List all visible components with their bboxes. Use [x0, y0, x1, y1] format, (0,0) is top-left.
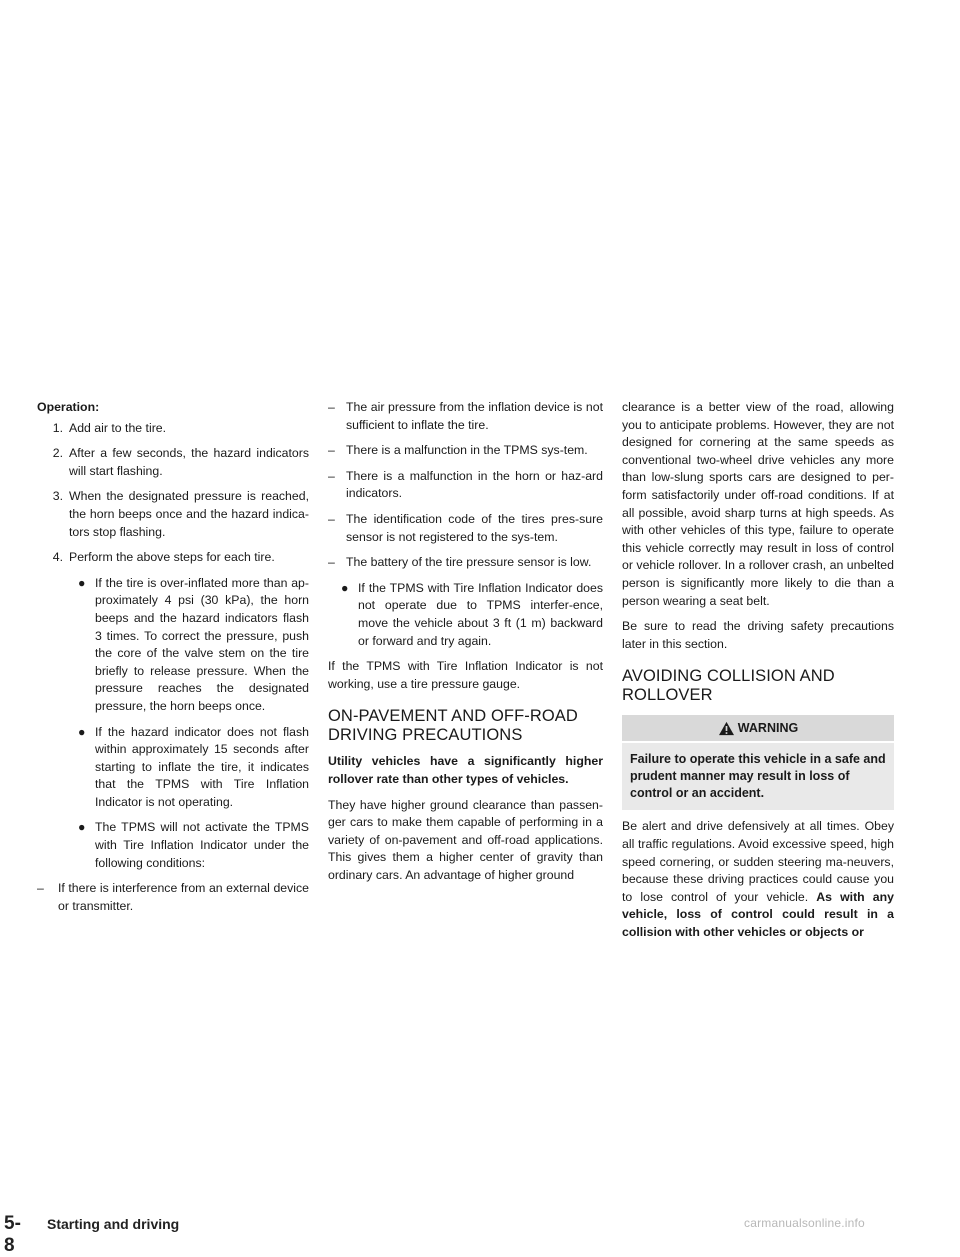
- dash-marker: –: [328, 511, 335, 526]
- step-2: [37, 445, 309, 480]
- bullet-icon: ●: [78, 724, 86, 739]
- dash-marker: –: [37, 881, 44, 896]
- paragraph: Be sure to read the driving safety precautions later in this section.: [622, 619, 894, 651]
- bold-paragraph: Utility vehicles have a significantly higher rollover rate than other types of vehicles.: [328, 754, 603, 786]
- dash-text: The identification code of the tires pres-sure sensor is not registered to the sys-tem.: [346, 511, 603, 544]
- paragraph-text: Be alert and drive defensively at all times. Obey all traffic regulations. Avoid excessive speed, high speed cornering, or sudden steering ma-neuvers, because these driving practices could cause you to lose control of your vehicle.: [622, 819, 894, 904]
- bullet-item: [37, 819, 309, 872]
- step-number: 4.: [52, 550, 63, 565]
- warning-header: [622, 715, 894, 741]
- dash-item: [37, 880, 309, 915]
- dash-item: [328, 399, 603, 434]
- dash-text: If there is interference from an external device or transmitter.: [58, 881, 309, 913]
- section-heading: ON-PAVEMENT AND OFF-ROAD DRIVING PRECAUTIONS: [328, 707, 578, 745]
- bullet-icon: ●: [78, 820, 86, 835]
- step-text: Perform the above steps for each tire.: [69, 550, 275, 565]
- bullet-icon: ●: [341, 580, 349, 595]
- dash-item: [328, 468, 603, 503]
- dash-text: The battery of the tire pressure sensor is low.: [346, 555, 592, 570]
- paragraph: [622, 818, 894, 941]
- step-1: [37, 420, 309, 438]
- paragraph-bold-text: As with any vehicle, loss of control could result in a collision with other vehicles or objects or: [622, 889, 894, 939]
- dash-text: There is a malfunction in the TPMS sys-tem.: [346, 443, 588, 458]
- dash-text: There is a malfunction in the horn or haz-ard indicators.: [346, 468, 603, 501]
- paragraph: They have higher ground clearance than passen-ger cars to make them capable of performing in a variety of on-pavement and off-road applications. This gives them a higher center of gravity than ordinary cars. An advantage of higher ground: [328, 797, 603, 882]
- bullet-item: [328, 580, 603, 650]
- step-text: Add air to the tire.: [69, 420, 167, 435]
- column-2: [328, 399, 603, 892]
- bullet-item: [37, 575, 309, 716]
- warning-icon: [718, 721, 735, 736]
- dash-marker: –: [328, 555, 335, 570]
- step-4: [37, 549, 309, 567]
- step-number: 3.: [52, 489, 63, 504]
- dash-item: [328, 442, 603, 460]
- dash-text: The air pressure from the inflation device is not sufficient to inflate the tire.: [346, 400, 603, 432]
- dash-marker: –: [328, 400, 335, 414]
- warning-title: WARNING: [737, 720, 799, 735]
- bullet-icon: ●: [78, 575, 86, 590]
- operation-label: Operation:: [37, 400, 100, 414]
- step-text: When the designated pressure is reached, the horn beeps once and the hazard indica-tors stop flashing.: [69, 489, 309, 539]
- step-number: 2.: [52, 446, 63, 461]
- column-1: [37, 399, 309, 923]
- step-3: [37, 488, 309, 541]
- warning-box: [622, 715, 894, 810]
- bullet-text: If the tire is over-inflated more than ap-proximately 4 psi (30 kPa), the horn beeps and the hazard indicators flash 3 times. To correct the pressure, push the core of the valve stem on the tire briefly to release pressure. When the pressure reaches the designated pressure, the horn beeps once.: [95, 575, 309, 713]
- warning-text: Failure to operate this vehicle in a safe and prudent manner may result in loss of control or an accident.: [622, 743, 894, 810]
- step-text: After a few seconds, the hazard indicators will start flashing.: [69, 446, 309, 478]
- bullet-text: The TPMS will not activate the TPMS with Tire Inflation Indicator under the following conditions:: [95, 820, 309, 870]
- dash-item: [328, 554, 603, 572]
- section-title: Starting and driving: [47, 1216, 180, 1232]
- bullet-text: If the hazard indicator does not flash within approximately 15 seconds after starting to inflate the tire, it indicates that the TPMS with Tire Inflation Indicator is not operating.: [95, 724, 309, 809]
- page-number: 5-8: [4, 1213, 21, 1256]
- dash-marker: –: [328, 443, 335, 458]
- column-3: [622, 399, 894, 949]
- section-heading: AVOIDING COLLISION AND ROLLOVER: [622, 667, 835, 705]
- dash-marker: –: [328, 468, 335, 483]
- step-number: 1.: [52, 420, 63, 435]
- dash-item: [328, 511, 603, 546]
- paragraph: clearance is a better view of the road, allowing you to anticipate problems. However, they are not designed for cornering at the same speeds as conventional two-wheel drive vehicles any more than low-slung sports cars are designed to per-form satisfactorily under off-road conditions. If at all possible, avoid sharp turns at high speeds. As with other vehicles of this type, failure to operate this vehicle correctly may result in loss of control or vehicle rollover. In a rollover crash, an unbelted person is significantly more likely to die than a person wearing a seat belt.: [622, 400, 894, 608]
- watermark: carmanualsonline.info: [744, 1216, 865, 1230]
- paragraph: If the TPMS with Tire Inflation Indicator is not working, use a tire pressure gauge.: [328, 659, 603, 691]
- bullet-text: If the TPMS with Tire Inflation Indicator does not operate due to TPMS interfer-ence, move the vehicle about 3 ft (1 m) backward or forward and try again.: [358, 580, 603, 648]
- bullet-item: [37, 724, 309, 812]
